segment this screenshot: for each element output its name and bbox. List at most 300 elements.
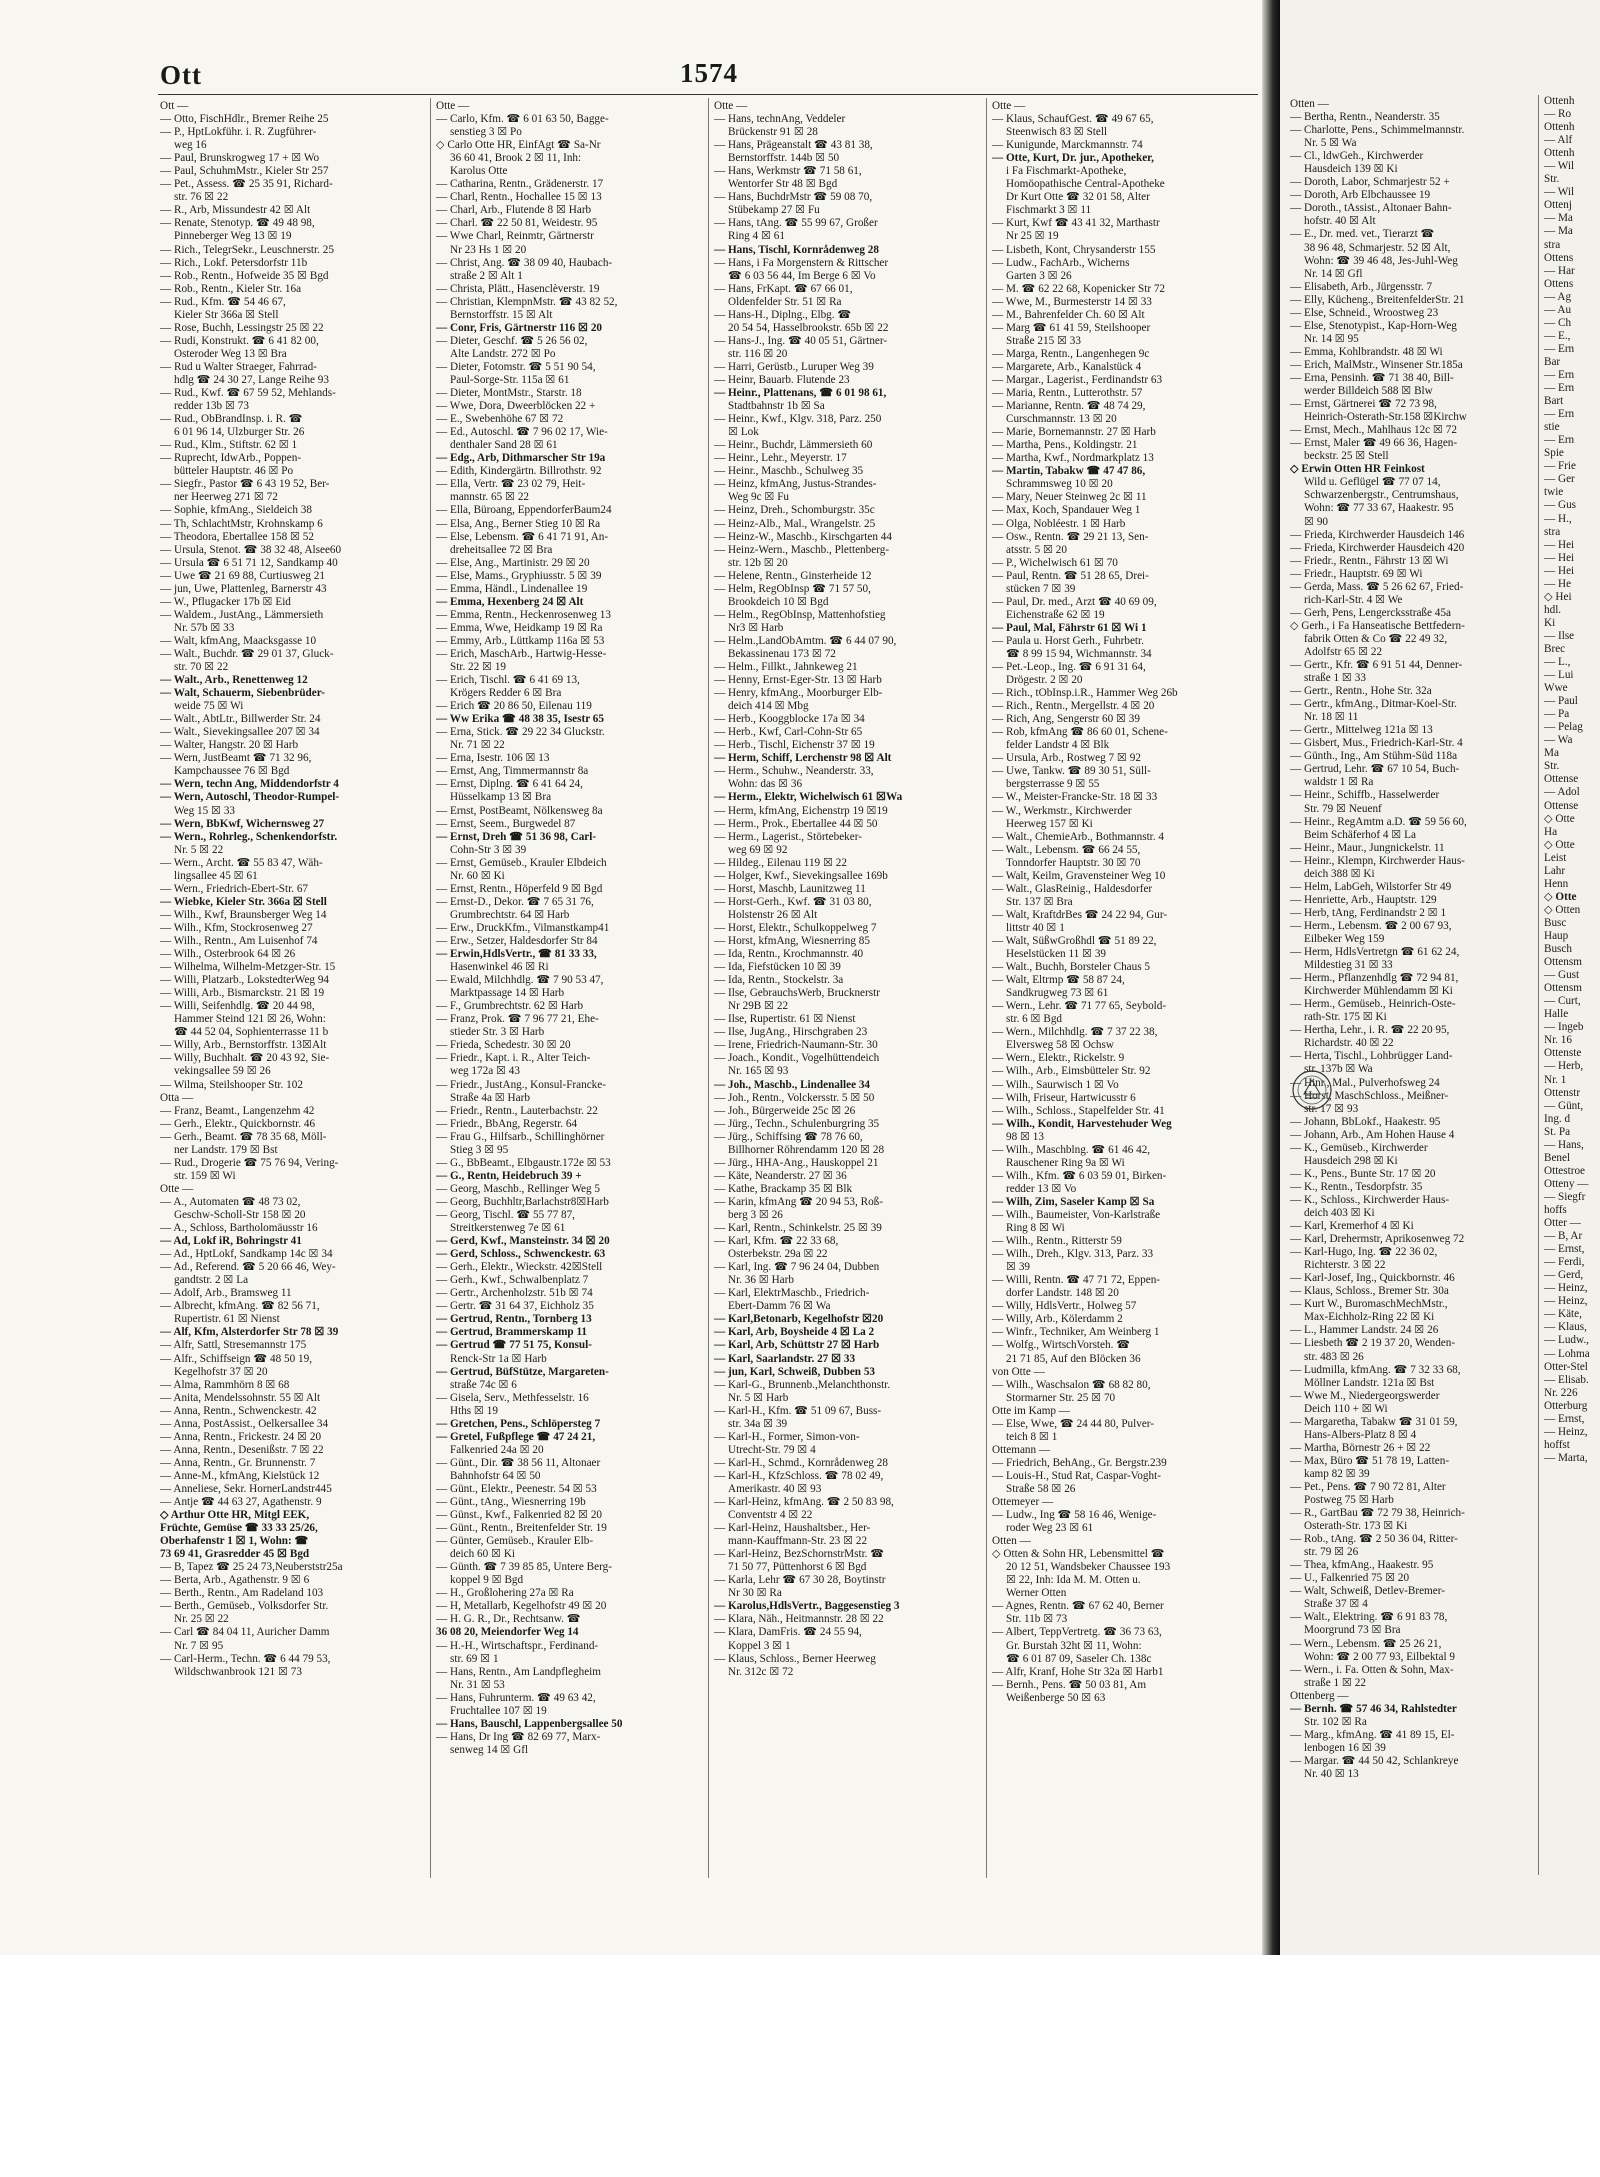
directory-entry-line: — Ro [1544,108,1572,121]
directory-entry-line: — Heinr, Bauarb. Flutende 23 [714,373,850,386]
directory-entry-line: — B, Tapez ☎ 25 24 73,Neuberststr25a [160,1561,343,1574]
directory-entry-line: — Ernst-D., Dekor. ☎ 7 65 31 76, [436,895,594,908]
directory-entry-line: Pinneberger Weg 13 ☒ 19 [174,230,292,243]
directory-entry-line: — Karl, Arb, Boysheide 4 ☒ La 2 [714,1326,875,1339]
directory-entry-line: — Heinz, [1544,1425,1588,1438]
directory-entry-line: — Karl-Heinz, BezSchornstrMstr. ☎ [714,1548,885,1561]
directory-entry-line: Hasenwinkel 46 ☒ Ri [450,961,549,974]
directory-entry-line: — Herb., Kooggblocke 17a ☒ 34 [714,713,865,726]
directory-entry-line: — Paul [1544,695,1578,708]
directory-entry-line: — Käte, [1544,1308,1582,1321]
directory-entry-line: — Conr, Fris, Gärtnerstr 116 ☒ 20 [436,321,603,334]
directory-entry-line: Str. 79 ☒ Neuenf [1304,802,1382,815]
directory-entry-line: — Helene, Rentn., Ginsterheide 12 [714,569,872,582]
directory-entry-line: Busch [1544,943,1572,956]
directory-entry-line: ☒ 39 [1006,1261,1031,1274]
directory-entry-line: — Lohma [1544,1347,1590,1360]
directory-entry-line: Str. 22 ☒ 19 [450,661,507,674]
directory-entry-line: Otten — [1290,98,1329,110]
directory-entry-line: — Holger, Kwf., Sievekingsallee 169b [714,869,888,882]
directory-entry-line: 36 60 41, Brook 2 ☒ 11, Inh: [450,152,582,165]
directory-entry-line: Nr. 14 ☒ 95 [1304,332,1359,345]
directory-entry-line: Nr. 60 ☒ Ki [450,869,505,882]
directory-entry-line: — Karl-H., KfzSchloss. ☎ 78 02 49, [714,1469,884,1482]
directory-entry-line: Heselstücken 11 ☒ 39 [1006,948,1107,961]
directory-entry-line: — Gertr. ☎ 31 64 37, Eichholz 35 [436,1300,594,1313]
directory-entry-line: — Erw., DruckKfm., Vilmanstkamp41 [436,921,610,934]
directory-entry-line: — Paul, SchuhmMstr., Kieler Str 257 [160,165,329,178]
directory-entry-line: Ottemeyer — [992,1496,1054,1509]
directory-entry-line: — Anne-M., kfmAng, Kielstück 12 [160,1469,320,1482]
directory-entry-line: — Gertrud, Brammerskamp 11 [436,1326,588,1339]
directory-entry-line: Halle [1544,1008,1569,1021]
directory-entry-line: — Uwe, Tankw. ☎ 89 30 51, Süll- [992,765,1151,778]
directory-entry-line: Gr. Burstah 32ht ☒ 11, Wohn: [1006,1639,1142,1652]
directory-entry-line: — L., Hammer Landstr. 24 ☒ 26 [1290,1324,1439,1337]
directory-entry-line: — Willi, Seifenhdlg. ☎ 20 44 98, [160,1000,315,1013]
directory-entry-line: ☎ 8 99 15 94, Wichmannstr. 34 [1006,647,1152,660]
directory-entry-line: ◇ Otte [1544,812,1575,825]
directory-entry-line: — Pet.-Leop., Ing. ☎ 6 91 31 64, [992,661,1146,674]
directory-entry-line: — Hei [1544,551,1575,564]
directory-entry-line: — Heinr., Klempn, Kirchwerder Haus- [1290,854,1465,867]
directory-entry-line: — Lui [1544,669,1574,682]
directory-entry-line: — Else, Mams., Gryphiusstr. 5 ☒ 39 [436,569,602,582]
directory-entry-line: — Uwe ☎ 21 69 88, Curtiusweg 21 [160,569,325,582]
column-4 [992,100,1254,1860]
directory-entry-line: Wohn: das ☒ 36 [728,778,803,791]
directory-entry-line: — Walt, KraftdrBes ☎ 24 22 94, Gur- [992,908,1168,921]
directory-entry-line: — Walt, kfmAng, Maacksgasse 10 [160,634,317,647]
directory-entry-line: Heinrich-Osterath-Str.158 ☒Kirchw [1304,411,1467,424]
directory-entry-line: — Wern., Rohrleg., Schenkendorfstr. [160,830,338,843]
directory-entry-line: Ottense [1544,799,1579,812]
directory-entry-line: Krögers Redder 6 ☒ Bra [450,687,562,700]
directory-entry-line: — Herm., Lebensm. ☎ 2 00 67 93, [1290,919,1452,932]
directory-entry-line: Geschw-Scholl-Str 158 ☒ 20 [174,1208,306,1221]
directory-entry-line: Nr. 16 [1544,1034,1572,1047]
directory-entry-line: Wwe [1544,682,1568,695]
directory-entry-line: — U., Falkenried 75 ☒ 20 [1290,1572,1410,1585]
directory-entry-line: Hüsselkamp 13 ☒ Bra [450,791,552,804]
directory-entry-line: — Ewald, Milchhdlg. ☎ 7 90 53 47, [436,974,604,987]
directory-entry-line: Str. [1544,760,1560,773]
directory-entry-line: fabrik Otten & Co ☎ 22 49 32, [1304,632,1448,645]
directory-entry-line: Str. [1544,173,1560,186]
directory-entry-line: — Max, Koch, Spandauer Weg 1 [992,504,1141,517]
directory-entry-line: — Otte, Kurt, Dr. jur., Apotheker, [992,152,1154,165]
directory-entry-line: Ottenberg — [1290,1689,1349,1702]
directory-entry-line: rath-Str. 175 ☒ Ki [1304,1011,1387,1024]
directory-entry-line: — Jürg., Schiffsing ☎ 78 76 60, [714,1130,863,1143]
directory-entry-line: — Wwe Charl, Reinmtr, Gärtnerstr [436,230,594,243]
directory-entry-line: Dr Kurt Otte ☎ 32 01 58, Alter [1006,191,1150,204]
directory-entry-line: — Georg, Tischl. ☎ 55 77 87, [436,1208,575,1221]
directory-entry-line: — Emma, Rentn., Heckenrosenweg 13 [436,608,611,621]
directory-entry-line: Busc [1544,916,1567,929]
directory-entry-line: — Joh., Bürgerweide 25c ☒ 26 [714,1104,856,1117]
directory-entry-line: Brec [1544,642,1566,655]
directory-entry-line: — Ad, Lokf iR, Bohringstr 41 [160,1235,302,1248]
directory-entry-line: — H., [1544,512,1572,525]
directory-entry-line: — Gertrud, BüfStütze, Margareten- [436,1365,609,1378]
directory-entry-line: — Helm, RegObInsp ☎ 71 57 50, [714,582,871,595]
directory-entry-line: — Ruprecht, IdwArb., Poppen- [160,452,302,465]
directory-entry-line: — Ingeb [1544,1021,1584,1034]
directory-entry-line: str. 137b ☒ Wa [1304,1063,1373,1076]
directory-entry-line: — Willi, Rentn. ☎ 47 71 72, Eppen- [992,1274,1161,1287]
directory-entry-line: — Gerh., Elektr., Quickbornstr. 46 [160,1117,316,1130]
directory-entry-line: kamp 82 ☒ 39 [1304,1467,1370,1480]
directory-entry-line: — Friedr., Rentn., Fährstr 13 ☒ Wi [1290,554,1449,567]
directory-entry-line: — Wern, Autoschl, Theodor-Rumpel- [160,791,340,804]
directory-entry-line: straße 74c ☒ 6 [450,1378,517,1391]
directory-entry-line: i Fa Fischmarkt-Apotheke, [1006,165,1127,178]
directory-entry-line: — Ma [1544,212,1573,225]
directory-entry-line: — Walt, Schauerm, Siebenbrüder- [160,687,326,700]
directory-entry-line: — Paul, Dr. med., Arzt ☎ 40 69 09, [992,595,1157,608]
directory-entry-line: — Rob., tAng. ☎ 2 50 36 04, Ritter- [1290,1533,1458,1546]
directory-entry-line: — Wern., Milchhdlg. ☎ 7 37 22 38, [992,1026,1158,1039]
directory-entry-line: — Willi, Arb., Bismarckstr. 21 ☒ 19 [160,987,325,1000]
directory-entry-line: — Herm, Schiff, Lerchenstr 98 ☒ Alt [714,752,892,765]
directory-entry-line: deich 60 ☒ Ki [450,1548,516,1561]
directory-entry-line: — Charl, Arb., Flutende 8 ☒ Harb [436,204,592,217]
directory-entry-line: Paul-Sorge-Str. 115a ☒ 61 [450,373,570,386]
directory-entry-line: — Ernst, Maler ☎ 49 66 36, Hagen- [1290,437,1458,450]
directory-entry-line: — Else, Schneid., Wroostweg 23 [1290,306,1439,319]
directory-entry-line: Drögestr. 2 ☒ 20 [1006,674,1083,687]
directory-entry-line: ◇ Carlo Otte HR, EinfAgt ☎ Sa-Nr [436,139,601,152]
directory-entry-line: dorfer Landstr. 148 ☒ 20 [1006,1287,1119,1300]
directory-entry-line: — Liesbeth ☎ 2 19 37 20, Wenden- [1290,1337,1456,1350]
directory-entry-line: Werner Otten [1006,1587,1067,1600]
directory-entry-line: — M. ☎ 62 22 68, Kopenicker Str 72 [992,282,1166,295]
directory-entry-line: Steenwisch 83 ☒ Stell [1006,126,1108,139]
directory-entry-line: Rupertistr. 61 ☒ Nienst [174,1313,280,1326]
directory-entry-line: — Cl., ldwGeh., Kirchwerder [1290,150,1424,163]
directory-entry-line: — Ilse [1544,629,1575,642]
directory-entry-line: stieder Str. 3 ☒ Harb [450,1026,545,1039]
directory-entry-line: — Walt., AbtLtr., Billwerder Str. 24 [160,713,321,726]
directory-entry-line: — Ern [1544,408,1575,421]
directory-entry-line: — Erwin,HdlsVertr., ☎ 81 33 33, [436,948,597,961]
directory-entry-line: — Rud., Klm., Stiftstr. 62 ☒ 1 [160,439,298,452]
directory-entry-line: — Albert, TeppVertretg. ☎ 36 73 63, [992,1626,1162,1639]
directory-entry-line: — Hans, Prägeanstalt ☎ 43 81 38, [714,139,873,152]
directory-entry-line: — Wa [1544,734,1573,747]
directory-entry-line: — Ferdi, [1544,1256,1585,1269]
directory-entry-line: Ottense [1544,773,1579,786]
directory-entry-line: — Gertr., Mittelweg 121a ☒ 13 [1290,724,1433,737]
directory-entry-line: — Alfr, Sattl, Stresemannstr 175 [160,1339,307,1352]
directory-entry-line: — Osw., Rentn. ☎ 29 21 13, Sen- [992,530,1149,543]
directory-entry-line: Benel [1544,1151,1571,1164]
directory-entry-line: Otteny — [1544,1177,1589,1190]
directory-entry-line: Streitkerstenweg 7e ☒ 61 [450,1222,566,1235]
directory-entry-line: — Catharina, Rentn., Grädenerstr. 17 [436,178,604,191]
directory-entry-line: Hths ☒ 19 [450,1404,498,1417]
directory-entry-line: Moorgrund 73 ☒ Bra [1304,1624,1401,1637]
directory-entry-line: — Rich., Lokf. Petersdorfstr 11b [160,256,308,269]
directory-entry-line: — Ern [1544,368,1575,381]
directory-entry-line: weg 172a ☒ 43 [450,1065,520,1078]
directory-entry-line: — Else, Ang., Martinistr. 29 ☒ 20 [436,556,590,569]
directory-entry-line: — Karl-Josef, Ing., Quickbornstr. 46 [1290,1272,1455,1285]
directory-entry-line: — Gerda, Mass. ☎ 5 26 62 67, Fried- [1290,580,1464,593]
directory-entry-line: — Helm., RegObInsp, Mattenhofstieg [714,608,886,621]
directory-entry-line: — Heinr., Maur., Jungnickelstr. 11 [1290,841,1445,854]
directory-entry-line: — Paul, Rentn. ☎ 51 28 65, Drei- [992,569,1149,582]
directory-entry-line: — Jürg., Techn., Schulenburgring 35 [714,1117,880,1130]
directory-entry-line: — Louis-H., Stud Rat, Caspar-Voght- [992,1469,1161,1482]
column-divider [986,98,987,1878]
directory-entry-line: — Wern., Friedrich-Ebert-Str. 67 [160,882,309,895]
directory-entry-line: — E., Dr. med. vet., Tierarzt ☎ [1290,228,1435,241]
directory-entry-line: — Ida, Rentn., Krochmannstr. 40 [714,948,864,961]
directory-entry-line: Fruchtallee 107 ☒ 19 [450,1704,547,1717]
directory-entry-line: Ottens [1544,277,1574,290]
directory-entry-line: — Wilh., Kfm. ☎ 6 03 59 01, Birken- [992,1169,1167,1182]
directory-entry-line: — Winfr., Techniker, Am Weinberg 1 [992,1326,1160,1339]
directory-entry-line: — Ida, Fiefstücken 10 ☒ 39 [714,961,841,974]
right-page [1280,0,1600,1955]
directory-entry-line: — Wilhelma, Wilhelm-Metzger-Str. 15 [160,961,336,974]
directory-entry-line: Nr. 57b ☒ 33 [174,621,235,634]
directory-entry-line: — Ad., Referend. ☎ 5 20 66 46, Wey- [160,1261,336,1274]
directory-entry-line: werder Billdeich 588 ☒ Blw [1304,385,1433,398]
directory-entry-line: — Ilse, Rupertistr. 61 ☒ Nienst [714,1013,856,1026]
directory-entry-line: Wohn: ☎ 77 33 67, Haakestr. 95 [1304,502,1454,515]
directory-entry-line: Nr. 226 [1544,1386,1578,1399]
directory-entry-line: deich 414 ☒ Mbg [728,700,809,713]
directory-entry-line: — Gertrud, Lehr. ☎ 67 10 54, Buch- [1290,763,1460,776]
directory-entry-line: — Karl-H., Former, Simon-von- [714,1430,860,1443]
directory-entry-line: bütteler Hauptstr. 46 ☒ Po [174,465,294,478]
directory-entry-line: — Rob, kfmAng ☎ 86 60 01, Schene- [992,726,1168,739]
directory-entry-line: — Ludmilla, kfmAng. ☎ 7 32 33 68, [1290,1363,1461,1376]
directory-entry-line: gandtstr. 2 ☒ La [174,1274,249,1287]
directory-entry-line: — Martin, Tabakw ☎ 47 47 86, [992,465,1146,478]
directory-entry-line: — Heinz, [1544,1295,1588,1308]
directory-entry-line: — Hinr., Mal., Pulverhofsweg 24 [1290,1076,1440,1089]
directory-entry-line: — Rich, Ang, Sengerstr 60 ☒ 39 [992,713,1140,726]
directory-entry-line: Ring 8 ☒ Wi [1006,1222,1065,1235]
directory-entry-line: — Wern., Elektr., Rickelstr. 9 [992,1052,1125,1065]
directory-entry-line: — K., Gemüseb., Kirchwerder [1290,1141,1428,1154]
directory-entry-line: Nr. 5 ☒ Wa [1304,137,1357,150]
page-number: 1574 [680,58,738,88]
directory-entry-line: 21 71 85, Auf den Blöcken 36 [1006,1352,1141,1365]
directory-entry-line: — Wilh., Schloss., Stapelfelder Str. 41 [992,1104,1165,1117]
directory-entry-line: Fischmarkt 3 ☒ 11 [1006,204,1092,217]
directory-entry-line: senstieg 3 ☒ Po [450,126,522,139]
directory-entry-line: — Gust [1544,969,1580,982]
directory-entry-line: — Willy, HdlsVertr., Holweg 57 [992,1300,1137,1313]
directory-entry-line: twie [1544,486,1564,499]
directory-entry-line: — Wil [1544,160,1575,173]
directory-entry-line: Nr. 71 ☒ 22 [450,739,505,752]
directory-entry-line: — Emma, Händl., Lindenallee 19 [436,582,588,595]
directory-entry-line: — Wilh., Dreh., Klgv. 313, Parz. 33 [992,1248,1154,1261]
directory-entry-line: — Horst-Gerh., Kwf. ☎ 31 03 80, [714,895,872,908]
directory-entry-line: — Karl, Saarlandstr. 27 ☒ 33 [714,1352,856,1365]
directory-entry-line: — Günt, [1544,1099,1584,1112]
directory-entry-line: str. 116 ☒ 20 [728,347,788,360]
directory-entry-line: — Erw., Setzer, Haldesdorfer Str 84 [436,935,598,947]
directory-entry-line: Grumbrechtstr. 64 ☒ Harb [450,908,570,921]
directory-entry-line: — G., Rentn, Heidebruch 39 + [436,1169,582,1182]
directory-entry-line: Haup [1544,930,1569,942]
directory-entry-line: — Heinz-W., Maschb., Kirschgarten 44 [714,530,892,543]
directory-entry-line: Möllner Landstr. 121a ☒ Bst [1304,1376,1435,1389]
directory-entry-line: Nr. 14 ☒ Gfl [1304,267,1363,280]
directory-entry-line: — Ern [1544,382,1575,395]
directory-entry-line: Straße 37 ☒ 4 [1304,1598,1368,1611]
directory-entry-line: — jun, Uwe, Plattenleg, Barnerstr 43 [160,582,327,595]
directory-entry-line: Falkenried 24a ☒ 20 [450,1443,544,1456]
directory-entry-line: — Rob., Rentn., Kieler Str. 16a [160,282,302,295]
directory-entry-line: ☒ 90 [1304,515,1329,528]
directory-entry-line: — Heinr., RegAmtm a.D. ☎ 59 56 60, [1290,815,1467,828]
directory-entry-line: Tonndorfer Hauptstr. 30 ☒ 70 [1006,856,1141,869]
directory-entry-line: — Anna, Rentn., Frickestr. 24 ☒ 20 [160,1430,322,1443]
directory-entry-line: Ha [1544,825,1558,838]
directory-entry-line: — Karl, Kfm. ☎ 22 33 68, [714,1235,839,1248]
directory-entry-line: Kegelhofstr 37 ☒ 20 [174,1365,268,1378]
directory-entry-line: — Har [1544,264,1575,277]
directory-entry-line: str. 483 ☒ 26 [1304,1350,1364,1363]
directory-entry-line: — Franz, Beamt., Langenzehm 42 [160,1104,315,1117]
directory-entry-line: — Karl, ElektrMaschb., Friedrich- [714,1287,870,1300]
directory-entry-line: — Wilh., Kondit, Harvestehuder Weg [992,1117,1172,1130]
directory-entry-line: Kirchwerder Mühlendamm ☒ Ki [1304,985,1453,998]
directory-entry-line: — Max, Büro ☎ 51 78 19, Latten- [1290,1454,1450,1467]
directory-entry-line: Alte Landstr. 272 ☒ Po [450,347,556,360]
directory-entry-line: — Ilse, GebrauchsWerb, Brucknerstr [714,987,880,1000]
directory-entry-line: — Wern, BbKwf, Wichernsweg 27 [160,817,325,830]
header-rule [158,94,1258,95]
directory-entry-line: Stübekamp 27 ☒ Fu [728,204,820,217]
directory-entry-line: Rauschener Ring 9a ☒ Wi [1006,1156,1125,1169]
directory-entry-line: Nr. 1 [1544,1073,1567,1086]
directory-entry-line: — Marianne, Rentn. ☎ 48 74 29, [992,400,1146,413]
directory-entry-line: Otte — [160,1182,194,1195]
directory-entry-line: — Gerh, Pens, Lengercksstraße 45a [1290,606,1451,619]
directory-entry-line: ◇ Otten [1544,903,1581,916]
directory-entry-line: Str. 102 ☒ Ra [1304,1715,1367,1728]
directory-entry-line: Postweg 75 ☒ Harb [1304,1494,1394,1507]
directory-entry-line: — Walt, Schweiß, Detlev-Bremer- [1290,1585,1445,1598]
directory-entry-line: ◇ Gerh., i Fa Hanseatische Bettfedern- [1290,619,1465,632]
directory-entry-line: Schrammsweg 10 ☒ 20 [1006,478,1113,491]
directory-entry-line: Ottenj [1544,199,1572,212]
directory-entry-line: — Elly, Kücheng., BreitenfelderStr. 21 [1290,293,1465,306]
directory-entry-line: — Elisab. [1544,1373,1589,1386]
directory-entry-line: Nr. 165 ☒ 93 [728,1065,789,1078]
directory-entry-line: str. 70 ☒ 22 [174,661,229,674]
directory-entry-line: Schwarzenbergstr., Centrumshaus, [1304,489,1459,502]
directory-entry-line: Cohn-Str 3 ☒ 39 [450,843,527,856]
directory-entry-line: Wohn: ☎ 39 46 48, Jes-Juhl-Weg [1304,254,1458,267]
directory-entry-line: — Erich, MaschArb., Hartwig-Hesse- [436,647,607,660]
directory-entry-line: — Heinz, Dreh., Schomburgstr. 35c [714,504,875,517]
directory-entry-line: — Gerd, Kwf., Mansteinstr. 34 ☒ 20 [436,1235,610,1248]
directory-entry-line: — Walter, Hangstr. 20 ☒ Harb [160,739,299,752]
directory-entry-line: — Horst, kfmAng, Wiesnerring 85 [714,935,870,947]
directory-entry-line: Nr 29B ☒ 22 [728,1000,789,1013]
directory-entry-line: — Hans, FrKapt. ☎ 67 66 01, [714,282,853,295]
directory-entry-line: — Pet., Assess. ☎ 25 35 91, Richard- [160,178,333,191]
directory-entry-line: str. 34a ☒ 39 [728,1417,788,1430]
directory-entry-line: Heerweg 157 ☒ Ki [1006,817,1093,830]
directory-entry-line: Oberhafenstr 1 ☒ 1, Wohn: ☎ [160,1535,309,1548]
directory-entry-line: Otte — [992,100,1026,112]
directory-entry-line: stie [1544,421,1560,434]
directory-entry-line: — Walt, Keilm, Gravensteiner Weg 10 [992,869,1166,882]
directory-entry-line: — Bertha, Rentn., Neanderstr. 35 [1290,111,1440,124]
directory-entry-line: — Edg., Arb, Dithmarscher Str 19a [436,452,606,465]
directory-entry-line: Brückenstr 91 ☒ 28 [728,126,818,139]
directory-entry-line: — Gisela, Serv., Methfesselstr. 16 [436,1391,589,1404]
directory-entry-line: koppel 9 ☒ Bgd [450,1574,524,1587]
directory-entry-line: — Ma [1544,225,1573,238]
directory-entry-line: — Wilh, Zim, Saseler Kamp ☒ Sa [992,1195,1155,1208]
directory-entry-line: — Rudi, Konstrukt. ☎ 6 41 82 00, [160,334,319,347]
directory-entry-line: Nr. 5 ☒ Harb [728,1391,789,1404]
directory-entry-line: Nr. 312c ☒ 72 [728,1665,794,1678]
directory-entry-line: — Doroth, Labor, Schmarjestr 52 + [1290,176,1450,189]
directory-entry-line: — Herm., Lagerist., Störtebeker- [714,830,862,843]
directory-entry-line: Max-Eichholz-Ring 22 ☒ Ki [1304,1311,1435,1324]
directory-entry-line: — Willy, Buchhalt. ☎ 20 43 92, Sie- [160,1052,330,1065]
directory-entry-line: — Ursula, Stenot. ☎ 38 32 48, Alsee60 [160,543,342,556]
directory-entry-line: — Hans, Tischl, Kornrådenweg 28 [714,243,879,256]
directory-entry-line: — Mary, Neuer Steinweg 2c ☒ 11 [992,491,1147,504]
directory-entry-line: — Herm., Elektr, Wichelwisch 61 ☒Wa [714,791,903,804]
directory-entry-line: — Ernst, Mech., Mahlhaus 12c ☒ 72 [1290,424,1457,437]
directory-entry-line: Eichenstraße 62 ☒ 19 [1006,608,1105,621]
directory-entry-line: deich 388 ☒ Ki [1304,867,1375,880]
directory-entry-line: — Alma, Rammhörn 8 ☒ 68 [160,1378,290,1391]
directory-entry-line: — Wwe, M., Burmesterstr 14 ☒ 33 [992,295,1152,308]
directory-entry-line: straße 1 ☒ 33 [1304,672,1366,685]
directory-entry-line: — Walt., GlasReinig., Haldesdorfer [992,882,1153,895]
directory-entry-line: — Gretel, Fußpflege ☎ 47 24 21, [436,1430,596,1443]
directory-entry-line: — Friedr., JustAng., Konsul-Francke- [436,1078,606,1091]
directory-entry-line: — Ernst, Dreh ☎ 51 36 98, Carl- [436,830,597,843]
directory-entry-line: — Berth., Gemüseb., Volksdorfer Str. [160,1600,329,1613]
directory-entry-line: — Hans-H., Diplng., Elbg. ☎ [714,308,852,321]
directory-entry-line: Billhorner Röhrendamm 120 ☒ 28 [728,1143,885,1156]
directory-entry-line: — Ernst, Rentn., Höperfeld 9 ☒ Bgd [436,882,603,895]
directory-entry-line: — Wern, techn Ang, Middendorfstr 4 [160,778,339,791]
directory-entry-line: — Emma, Kohlbrandstr. 48 ☒ Wi [1290,345,1443,358]
directory-entry-line: — Ag [1544,290,1572,303]
directory-entry-line: Otte — [714,100,748,112]
directory-entry-line: — Hei [1544,564,1575,577]
directory-entry-line: Garten 3 ☒ 26 [1006,269,1072,282]
directory-entry-line: — Anita, Mendelssohnstr. 55 ☒ Alt [160,1391,321,1404]
directory-entry-line: Homöopathische Central-Apotheke [1006,178,1165,191]
directory-entry-line: — Heinr., Plattenans, ☎ 6 01 98 61, [714,387,887,400]
directory-entry-line: — F., Grumbrechtstr. 62 ☒ Harb [436,1000,584,1013]
directory-entry-line: — Pelag [1544,721,1583,734]
directory-entry-line: — Ludw., [1544,1334,1589,1347]
directory-entry-line: — Maria, Rentn., Lutterothstr. 57 [992,387,1143,400]
directory-entry-line: — Wiebke, Kieler Str. 366a ☒ Stell [160,895,327,908]
directory-entry-line: — Ursula, Arb., Rostweg 7 ☒ 92 [992,752,1141,765]
